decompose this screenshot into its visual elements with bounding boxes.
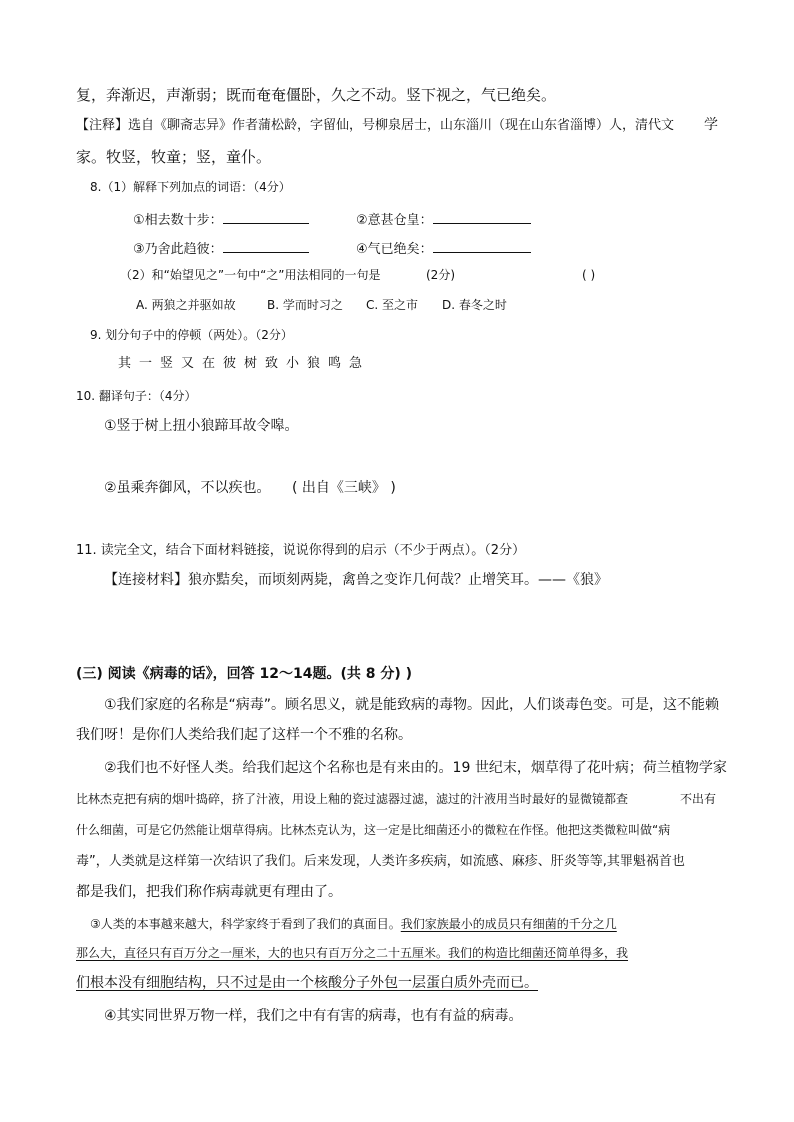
answer-blank[interactable] bbox=[433, 209, 531, 224]
q10-sentence-1: ①竖于树上扭小狼蹄耳故令嗥。 bbox=[104, 418, 299, 434]
s3-p1-line-1: ①我们家庭的名称是“病毒”。顾名思义，就是能致病的毒物。因此，人们谈毒色变。可是，这不能赖 bbox=[104, 697, 720, 713]
q8-item-4 bbox=[356, 238, 531, 258]
q8-item-2-label: ②意甚仓皇： bbox=[356, 213, 433, 228]
q8-sub2: （2）和“始望见之”一句中“之”用法相同的一句是 bbox=[120, 268, 381, 282]
q8-option-c: C. 至之市 bbox=[366, 298, 419, 312]
s3-p2-line-4: 毒”，人类就是这样第一次结识了我们。后来发现，人类许多疾病，如流感、麻疹、肝炎等等,其罪魁祸首也 bbox=[76, 854, 685, 869]
s3-p2-line-3: 什么细菌，可是它仍然能让烟草得病。比林杰克认为，这一定是比细菌还小的微粒在作怪。他把这类微粒叫做“病 bbox=[76, 823, 671, 837]
q8-stem: 8.（1）解释下列加点的词语：（4分） bbox=[90, 180, 291, 194]
s3-p3-line-3: 们根本没有细胞结构，只不过是由一个核酸分子外包一层蛋白质外壳而已。 bbox=[76, 975, 538, 991]
q10-sentence-2: ②虽乘奔御风，不以疾也。 bbox=[104, 480, 271, 496]
q10-sentence-2-source: ( 出自《三峡》 ) bbox=[292, 480, 396, 496]
q9-stem: 9. 划分句子中的停顿（两处）。（2分） bbox=[90, 328, 293, 342]
q8-item-3-label: ③乃舍此趋彼： bbox=[133, 242, 223, 257]
s3-p1-line-2: 我们呀！是你们人类给我们起了这样一个不雅的名称。 bbox=[76, 727, 412, 743]
answer-blank[interactable] bbox=[223, 209, 309, 224]
q8-item-1 bbox=[133, 209, 309, 229]
note-line-2: 家。牧竖，牧童；竖，童仆。 bbox=[76, 148, 272, 166]
s3-p3-underlined: 我们家族最小的成员只有细菌的千分之几 bbox=[400, 917, 617, 931]
q8-sub2-answer-paren[interactable]: ( ) bbox=[582, 268, 596, 282]
passage-end: 复，奔渐迟，声渐弱；既而奄奄僵卧，久之不动。竖下视之，气已绝矣。 bbox=[76, 86, 557, 104]
s3-p3-plain: ③人类的本事越来越大，科学家终于看到了我们的真面目。 bbox=[90, 917, 401, 931]
q8-item-1-label: ①相去数十步： bbox=[133, 213, 223, 228]
section-3-title: (三) 阅读《病毒的话》，回答 12～14题。(共 8 分) ) bbox=[76, 666, 413, 682]
q11-stem: 11. 读完全文，结合下面材料链接，说说你得到的启示（不少于两点）。（2分） bbox=[76, 543, 526, 558]
q8-sub2-score: (2分) bbox=[426, 268, 455, 282]
q9-sentence: 其一竖又在彼树致小狼鸣急 bbox=[118, 356, 371, 371]
s3-p2-line-1: ②我们也不好怪人类。给我们起这个名称也是有来由的。19 世纪末，烟草得了花叶病；荷兰植物学家 bbox=[104, 760, 727, 776]
q8-option-a: A. 两狼之并驱如故 bbox=[136, 298, 236, 312]
q10-stem: 10. 翻译句子：（4分） bbox=[76, 389, 197, 403]
s3-p2-line-2-tail: 不出有 bbox=[680, 792, 717, 806]
q8-item-4-label: ④气已绝矣： bbox=[356, 242, 433, 257]
answer-blank[interactable] bbox=[223, 238, 309, 253]
note-line-1-tail: 学 bbox=[704, 117, 718, 133]
s3-p2-line-5: 都是我们，把我们称作病毒就更有理由了。 bbox=[76, 884, 342, 900]
q8-option-b: B. 学而时习之 bbox=[267, 298, 343, 312]
answer-blank[interactable] bbox=[433, 238, 531, 253]
s3-p4: ④其实同世界万物一样，我们之中有有害的病毒，也有有益的病毒。 bbox=[104, 1008, 523, 1024]
s3-p3-line-1 bbox=[90, 917, 617, 931]
s3-p2-line-2: 比林杰克把有病的烟叶捣碎，挤了汁液，用设上釉的瓷过滤器过滤，滤过的汁液用当时最好的显微镜都查 bbox=[76, 792, 629, 806]
q11-link-material: 【连接材料】狼亦黠矣，而顷刻两毙，禽兽之变诈几何哉？止增笑耳。——《狼》 bbox=[104, 572, 608, 588]
q8-item-3 bbox=[133, 238, 309, 258]
q8-option-d: D. 春冬之时 bbox=[442, 298, 507, 312]
q8-item-2 bbox=[356, 209, 531, 229]
s3-p3-line-2: 那么大，直径只有百万分之一厘米，大的也只有百万分之二十五厘米。我们的构造比细菌还简单得多，我 bbox=[76, 946, 629, 960]
note-line-1: 【注释】选自《聊斋志异》作者蒲松龄，字留仙，号柳泉居士，山东淄川（现在山东省淄博）人，清代文 bbox=[76, 118, 675, 133]
